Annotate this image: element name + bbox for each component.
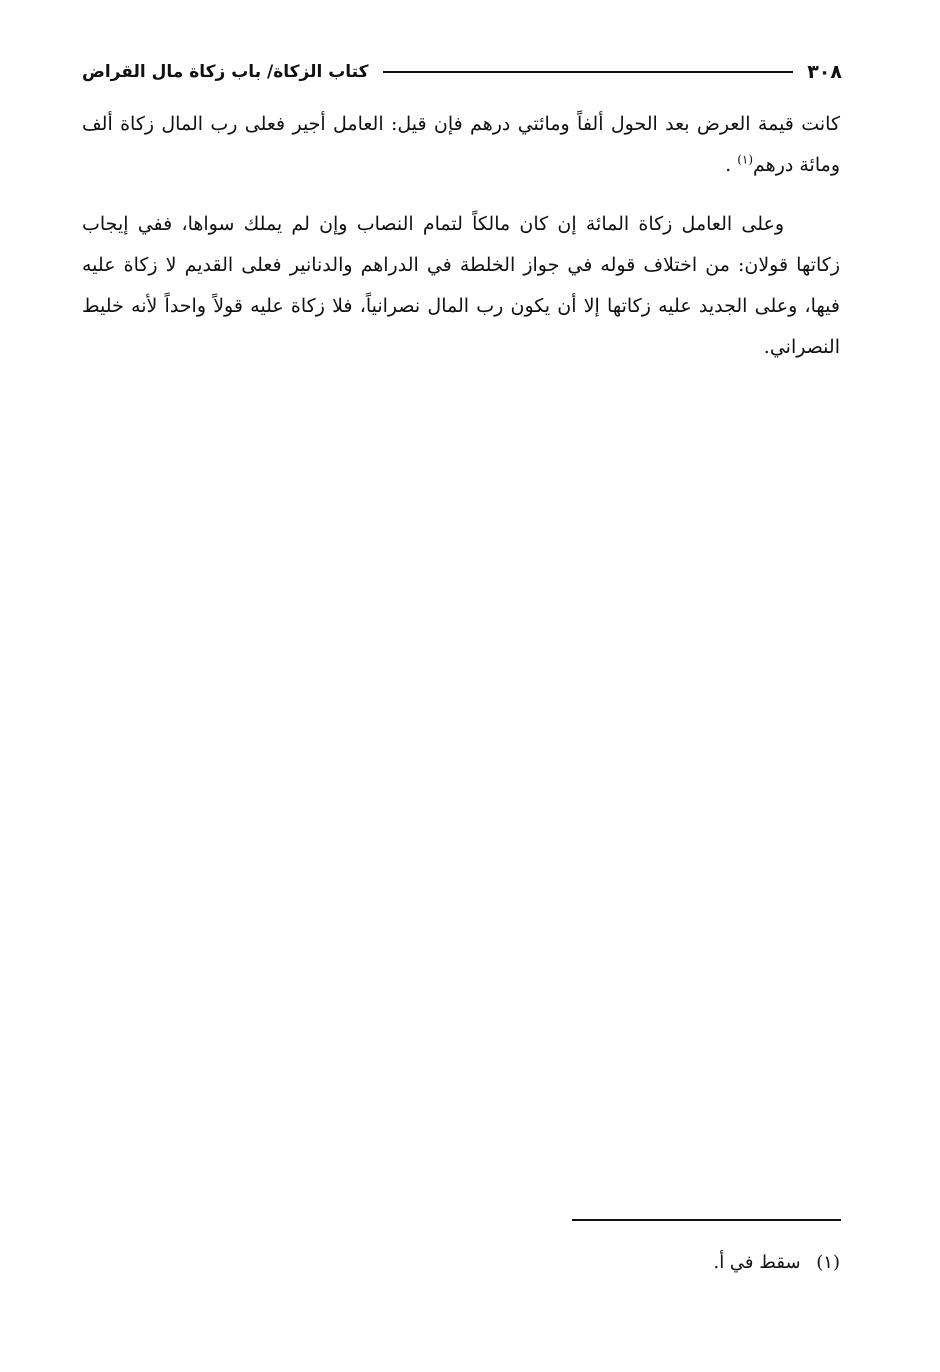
paragraph-2: وعلى العامل زكاة المائة إن كان مالكاً لتمام النصاب وإن لم يملك سواها، ففي إيجاب زكاتها قولان: من اختلاف قوله في جواز الخلطة في الدراهم والدنانير فعلى القديم لا زكاة عليه فيها، وعلى الجديد عليه زكاتها إلا أن يكون رب المال نصرانياً، فلا زكاة عليه قولاً واحداً لأنه خليط النصراني. [82, 213, 841, 358]
paragraph-1 [82, 104, 840, 186]
page-number: ٣٠٨ [807, 61, 842, 83]
paragraph-1-text: كانت قيمة العرض بعد الحول ألفاً ومائتي درهم فإن قيل: العامل أجير فعلى رب المال زكاة ألف ومائة درهم [82, 113, 840, 176]
footnote-number: (١) [816, 1252, 840, 1273]
footnote-text: سقط في أ. [713, 1252, 801, 1273]
footnote [560, 1248, 840, 1278]
footnote-reference: (١) [737, 152, 754, 167]
body-text [82, 104, 840, 386]
running-header [82, 56, 842, 88]
footnote-rule [572, 1219, 841, 1221]
paragraph-1-end: . [725, 154, 732, 176]
header-rule [383, 71, 794, 73]
header-title: كتاب الزكاة/ باب زكاة مال القراض [82, 62, 369, 82]
